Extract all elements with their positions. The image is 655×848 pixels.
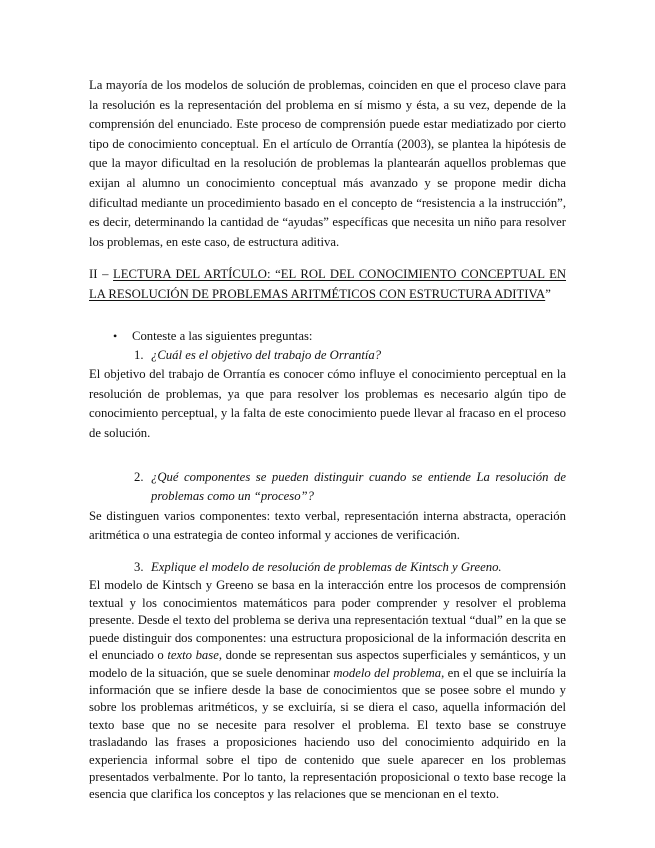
bullet-item bbox=[113, 327, 566, 346]
question-3 bbox=[134, 558, 566, 578]
question-2 bbox=[134, 468, 566, 507]
answer-3-texto-base: texto base bbox=[167, 648, 219, 663]
section-heading bbox=[89, 265, 566, 304]
question-1-text: ¿Cuál es el objetivo del trabajo de Orrantía? bbox=[151, 347, 382, 362]
question-1 bbox=[134, 346, 566, 366]
section-title: LECTURA DEL ARTÍCULO: “EL ROL DEL CONOCIMIENTO CONCEPTUAL EN LA RESOLUCIÓN DE PROBLEMAS ARITMÉTICOS CON ESTRUCTURA ADITIVA bbox=[89, 267, 567, 301]
question-3-number: 3. bbox=[134, 559, 144, 574]
intro-paragraph: La mayoría de los modelos de solución de problemas, coinciden en que el proceso clave para la resolución es la representación del problema en sí mismo y ésta, a su vez, depende de la comprensión del enunciado. Este proceso de comprensión puede estar mediatizado por cierto tipo de conocimiento conceptual. En el artículo de Orrantía (2003), se plantea la hipótesis de que la mayor dificultad en la resolución de problemas la plantearán aquellos problemas que exijan al alumno un conocimiento conceptual más avanzado y se propone medir dicha dificultad mediante un procedimiento basado en el concepto de “resistencia a la instrucción”, es decir, determinando la cantidad de “ayudas” específicas que necesita un niño para resolver los problemas, en este caso, de estructura aditiva. bbox=[89, 78, 566, 249]
answer-3-part-c: , donde se representan sus aspectos superficiales y semánticos, y un modelo de la situación, que se suele denominar bbox=[89, 648, 566, 680]
question-2-number: 2. bbox=[134, 469, 144, 484]
section-suffix: ” bbox=[545, 286, 551, 301]
question-2-text: ¿Qué componentes se pueden distinguir cuando se entiende La resolución de problemas como un “proceso”? bbox=[151, 469, 566, 504]
bullet-text: Conteste a las siguientes preguntas: bbox=[132, 328, 313, 343]
bullet-icon: • bbox=[113, 328, 118, 343]
answer-3-part-a: El modelo de Kintsch y Greeno se basa en la interacción entre los procesos de comprensión textual y los conocimientos matemáticos para poder comprender y resolver el problema presente. Desde el texto del problema se deriva una representación textual “dual” en la que se puede distinguir dos componentes: una estructura proposicional de la información descrita en el enunciado o bbox=[89, 578, 566, 663]
answer-3-part-e: , en el que se incluiría la información que se infiere desde la base de conocimientos que se posee sobre el mundo y sobre los problemas aritméticos, y se excluiría, si se diera el caso, aquella información del texto base que no se necesite para resolver el problema. El texto base se construye trasladando las frases a proposiciones haciendo uso del conocimiento adquirido en la experiencia informal sobre el tipo de contenido que suele aparecer en los problemas presentados verbalmente. Por lo tanto, la representación proposicional o texto base recoge la esencia que clarifica los conceptos y las relaciones que se mencionan en el texto. bbox=[89, 665, 567, 802]
section-prefix: II – bbox=[89, 267, 114, 282]
question-1-number: 1. bbox=[134, 347, 144, 362]
answer-3-modelo-problema: modelo del problema bbox=[333, 665, 442, 680]
question-3-text: Explique el modelo de resolución de problemas de Kintsch y Greeno. bbox=[151, 559, 502, 574]
answer-2: Se distinguen varios componentes: texto verbal, representación interna abstracta, operación aritmética o una estrategia de conteo informal y acciones de verificación. bbox=[89, 508, 566, 543]
answer-1: El objetivo del trabajo de Orrantía es conocer cómo influye el conocimiento perceptual en la resolución de problemas, ya que para resolver los problemas es necesario algún tipo de conocimiento perceptual, y la falta de este conocimiento puede llevar al fracaso en el proceso de solución. bbox=[89, 367, 566, 440]
answer-3 bbox=[89, 577, 566, 803]
